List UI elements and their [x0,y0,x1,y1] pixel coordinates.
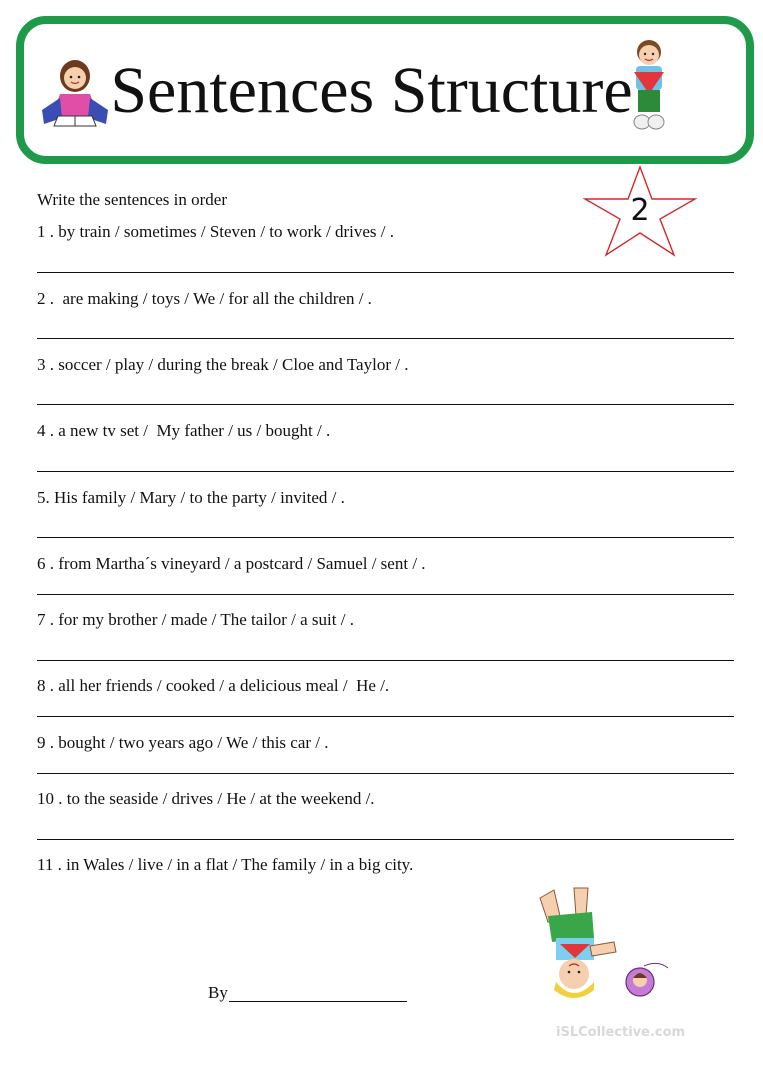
question-10: 10 . to the seaside / drives / He / at the weekend /. [37,789,375,808]
answer-line-4[interactable] [37,471,734,472]
answer-line-5[interactable] [37,537,734,538]
page-title: Sentences Structure [110,54,633,127]
girl-reading-clipart [40,54,110,134]
watermark: iSLCollective.com [556,1025,686,1040]
answer-line-1[interactable] [37,272,734,273]
answer-line-6[interactable] [37,594,734,595]
star-number: 2 [630,193,650,228]
question-2: 2 . are making / toys / We / for all the children / . [37,289,372,308]
instructions: Write the sentences in order [37,190,228,209]
question-5: 5. His family / Mary / to the party / invited / . [37,488,345,507]
question-7: 7 . for my brother / made / The tailor / a suit / . [37,610,354,629]
answer-line-3[interactable] [37,404,734,405]
author-badge-logo [618,958,670,998]
author-name-line[interactable] [229,1001,407,1002]
answer-line-7[interactable] [37,660,734,661]
question-3: 3 . soccer / play / during the break / Cloe and Taylor / . [37,355,409,374]
answer-line-2[interactable] [37,338,734,339]
boy-with-heart-clipart [622,36,676,136]
question-1: 1 . by train / sometimes / Steven / to work / drives / . [37,222,394,241]
kid-handstand-clipart [530,886,622,1001]
answer-line-9[interactable] [37,773,734,774]
question-9: 9 . bought / two years ago / We / this car / . [37,733,329,752]
answer-line-10[interactable] [37,839,734,840]
author-label: By [208,983,228,1002]
question-4: 4 . a new tv set / My father / us / bought / . [37,421,331,440]
answer-line-8[interactable] [37,716,734,717]
question-8: 8 . all her friends / cooked / a delicious meal / He /. [37,676,390,695]
question-6: 6 . from Martha´s vineyard / a postcard / Samuel / sent / . [37,554,426,573]
question-11: 11 . in Wales / live / in a flat / The family / in a big city. [37,855,414,874]
